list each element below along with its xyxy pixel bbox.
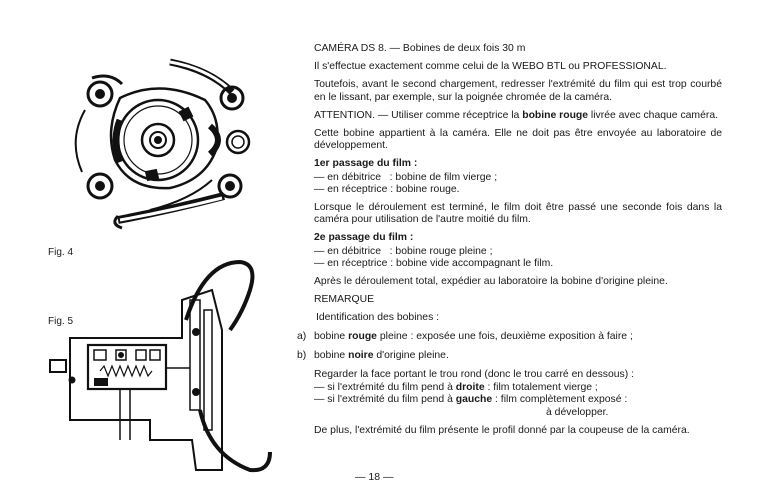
paragraph-2: Toutefois, avant le second chargement, redresser l'extrémité du film qui est trop courbé en le lissant, par exemple, sur la poignée chromée de la caméra. [314, 79, 722, 103]
identification-line: Identification des bobines : [316, 312, 440, 324]
attention-text-c: livrée avec chaque caméra. [588, 109, 718, 121]
list-a-text-1: bobine [314, 330, 349, 342]
pass2-line-1: — en débitrice : bobine rouge pleine ; [314, 245, 493, 257]
figures-column [0, 0, 300, 497]
text-column [297, 43, 722, 443]
list-b-bold: noire [348, 349, 374, 361]
condition-line-2 [314, 394, 722, 406]
paragraph-5: Lorsque le déroulement est terminé, le film doit être passé une seconde fois dans la caméra pour utilisation de l'autre moitié du film. [314, 202, 722, 226]
pass1-line-2: — en réceptrice : bobine rouge. [314, 183, 460, 195]
fig4-upper-arm [170, 62, 232, 92]
fig5-spring [100, 366, 152, 376]
paragraph-attention [314, 110, 722, 122]
cond2-bold: gauche [455, 394, 493, 406]
list-marker-a: a) [297, 330, 307, 342]
cond2-text-2: : film complètement exposé : [492, 394, 628, 406]
pass2-line-2: — en réceptrice : bobine vide accompagnant le film. [314, 257, 554, 269]
list-item-b [297, 349, 722, 362]
list-a-bold: rouge [348, 330, 377, 342]
fig4-round-ring [227, 131, 249, 153]
camera-reel-illustration [0, 0, 300, 497]
fig4-label: Fig. 4 [48, 247, 74, 258]
paragraph-7: Regarder la face portant le trou rond (donc le trou carré en dessous) : [314, 369, 634, 381]
list-b-text-1: bobine [314, 349, 349, 361]
condition-line-1 [314, 382, 722, 394]
paragraph-6: Après le déroulement total, expédier au laboratoire la bobine d'origine pleine. [314, 276, 668, 288]
condition-line-3: à développer. [546, 406, 609, 418]
cond1-bold: droite [455, 382, 485, 394]
fig4-drawing [76, 62, 249, 228]
fig5-drawing [50, 262, 270, 470]
fig5-plate [70, 290, 222, 470]
list-b-text-2: d'origine pleine. [373, 349, 449, 361]
paragraph-4: Cette bobine appartient à la caméra. Elle ne doit pas être envoyée au laboratoire de développement. [314, 128, 722, 152]
paragraph-1: Il s'effectue exactement comme celui de la WEBO BTL ou PROFESSIONAL. [314, 61, 667, 73]
remarque-heading: REMARQUE [314, 294, 375, 306]
attention-text-a: ATTENTION. — Utiliser comme réceptrice la [314, 109, 523, 121]
cond1-text-1: — si l'extrémité du film pend à [314, 382, 456, 394]
cond2-text-1: — si l'extrémité du film pend à [314, 394, 456, 406]
list-marker-b: b) [297, 349, 307, 361]
list-item-a [297, 330, 722, 343]
cond1-text-2: : film totalement vierge ; [484, 382, 598, 394]
fig5-hook-lower [200, 410, 270, 470]
fig5-label: Fig. 5 [48, 316, 74, 327]
pass2-title: 2e passage du film : [314, 232, 414, 244]
title-rest: Bobines de deux fois 30 m [402, 43, 526, 54]
list-a-text-2: pleine : exposée une fois, deuxième exposition à faire ; [376, 330, 633, 342]
attention-text-bold: bobine rouge [522, 109, 589, 121]
paragraph-8: De plus, l'extrémité du film présente le profil donné par la coupeuse de la caméra. [314, 424, 690, 436]
page-number: — 18 — [355, 471, 394, 483]
pass1-title: 1er passage du film : [314, 158, 418, 170]
pass1-line-1: — en débitrice : bobine de film vierge ; [314, 171, 498, 183]
title-prefix: CAMÉRA DS 8. — [314, 43, 403, 54]
section-title [302, 43, 722, 55]
